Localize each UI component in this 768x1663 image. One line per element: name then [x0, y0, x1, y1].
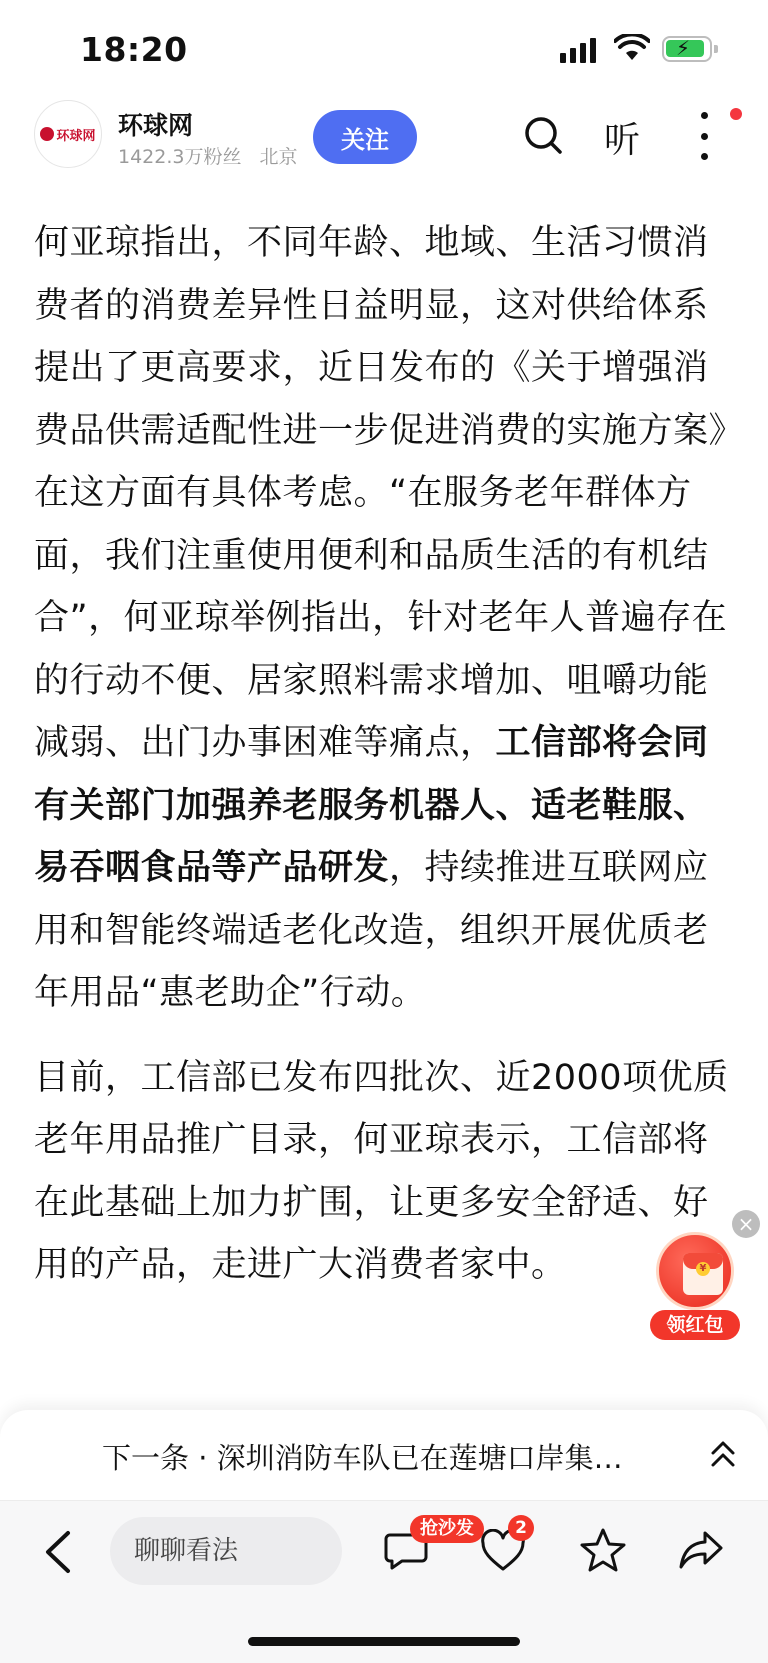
globe-icon	[40, 127, 54, 141]
signal-icon	[560, 38, 596, 63]
back-arrow-icon[interactable]	[40, 1529, 76, 1575]
search-icon[interactable]	[522, 114, 564, 156]
status-time: 18:20	[80, 30, 188, 69]
account-name[interactable]: 环球网	[118, 111, 194, 140]
home-indicator	[248, 1637, 520, 1646]
star-icon[interactable]	[580, 1527, 626, 1573]
bottom-action-bar	[0, 1500, 768, 1663]
more-options-icon[interactable]	[694, 112, 714, 160]
article-paragraph: 目前，工信部已发布四批次、近2000项优质老年用品推广目录，何亚琼表示，工信部将在此基础上加力扩围，让更多安全舒适、好用的产品，走进广大消费者家中。	[34, 1057, 729, 1285]
battery-icon: ⚡	[662, 36, 712, 62]
article-paragraph	[34, 212, 734, 1025]
close-icon[interactable]: ×	[732, 1210, 760, 1238]
article-body	[34, 212, 734, 1319]
follow-button[interactable]: 关注	[313, 110, 417, 164]
next-article-bar[interactable]	[0, 1410, 768, 1500]
chevron-up-icon[interactable]	[708, 1438, 738, 1470]
red-packet-icon: ¥	[656, 1232, 734, 1310]
bold-text: 工信部将会同有关部门加强养老服务机器人、适老鞋服、易吞咽食品等产品研发	[34, 723, 709, 888]
account-meta	[118, 142, 298, 169]
like-count-badge: 2	[508, 1515, 534, 1541]
follower-count: 1422.3万粉丝	[118, 146, 242, 168]
logo-text: 环球网	[56, 128, 96, 144]
notification-dot	[730, 108, 742, 120]
article-header	[0, 96, 768, 192]
red-packet-label: 领红包	[650, 1310, 740, 1340]
account-logo	[40, 125, 95, 144]
wifi-icon	[614, 34, 650, 62]
share-icon[interactable]	[678, 1529, 724, 1571]
listen-button[interactable]: 听	[604, 120, 641, 161]
next-article-title[interactable]: 下一条 · 深圳消防车队已在莲塘口岸集…	[102, 1441, 623, 1475]
paragraph-text: ，持续推进互联网应用和智能终端适老化改造，组织开展优质老年用品“惠老助企”行动。	[34, 848, 709, 1013]
sofa-badge: 抢沙发	[410, 1515, 484, 1543]
account-location: 北京	[259, 146, 298, 168]
account-avatar[interactable]	[34, 100, 102, 168]
paragraph-text: 何亚琼指出，不同年龄、地域、生活习惯消费者的消费差异性日益明显，这对供给体系提出了更高要求，近日发布的《关于增强消费品供需适配性进一步促进消费的实施方案》在这方面有具体考虑。“在服务老年群体方面，我们注重使用便利和品质生活的有机结合”，何亚琼举例指出，针对老年人普遍存在的行动不便、居家照料需求增加、咀嚼功能减弱、出门办事困难等痛点，	[34, 223, 728, 763]
comment-input[interactable]: 聊聊看法	[110, 1517, 342, 1585]
red-packet-widget[interactable]	[650, 1232, 740, 1342]
